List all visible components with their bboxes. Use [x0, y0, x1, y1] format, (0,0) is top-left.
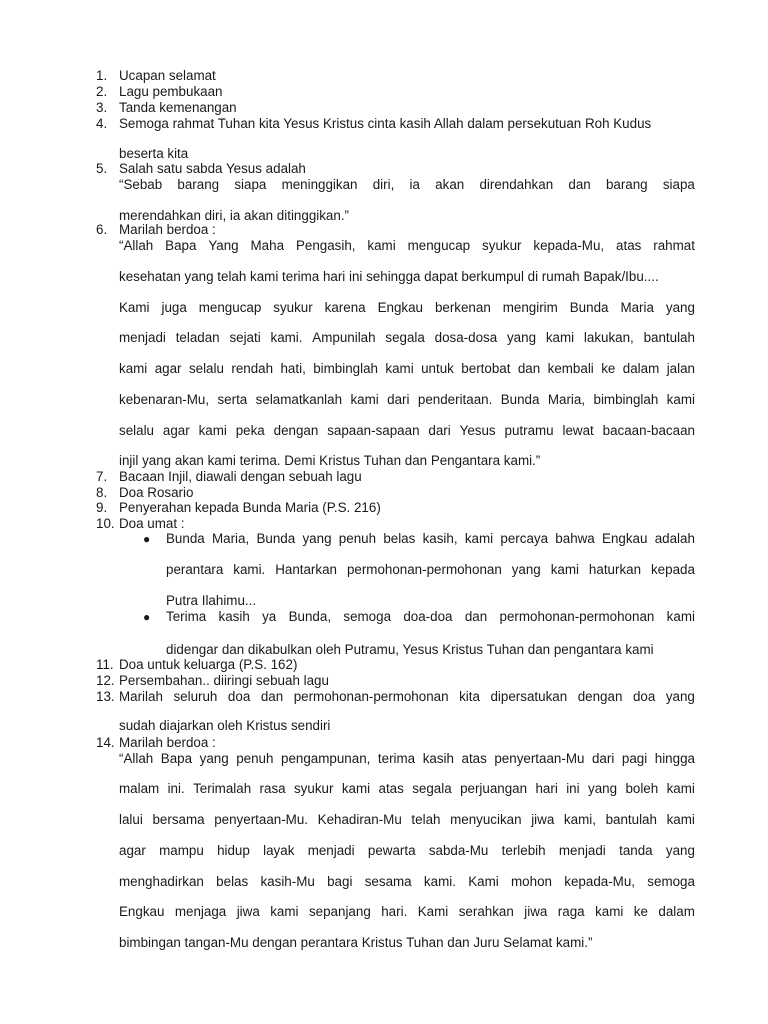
word: pewarta — [367, 843, 416, 858]
word: meninggikan — [281, 177, 358, 192]
word: selamatkanlah — [255, 392, 343, 407]
word: dipersatukan — [490, 689, 568, 704]
word: Yesus — [459, 423, 496, 438]
word: penyertaan-Mu — [494, 751, 585, 766]
word: bantulah — [643, 330, 695, 345]
word: hidup — [217, 843, 250, 858]
word: atas — [461, 751, 487, 766]
word: hari — [535, 781, 558, 796]
prayer-line — [119, 361, 695, 377]
prayer-line: bimbingan tangan-Mu dengan perantara Kristus Tuhan dan Juru Selamat kami.” — [119, 935, 593, 950]
word: Terimalah — [193, 781, 252, 796]
word: yang — [199, 751, 229, 766]
word: juga — [161, 300, 187, 315]
word: jalan — [666, 361, 695, 376]
word: sesama — [364, 874, 412, 889]
word: boleh — [625, 781, 659, 796]
list-item-text: Doa Rosario — [119, 485, 194, 500]
word: dengan — [273, 423, 319, 438]
word: dengan — [577, 689, 623, 704]
word: ke — [601, 361, 616, 376]
word: kami — [341, 781, 371, 796]
word: kami — [198, 423, 227, 438]
word: Kehadiran-Mu — [317, 812, 402, 827]
word: dan — [568, 177, 591, 192]
word: menghadirkan — [119, 874, 204, 889]
word: peka — [235, 423, 265, 438]
prayer-line — [119, 781, 695, 797]
word: kami — [270, 904, 299, 919]
bullet-icon: ● — [143, 532, 151, 546]
prayer-line — [119, 874, 695, 890]
word: yang — [665, 689, 695, 704]
word: segala — [412, 781, 452, 796]
word: Hantarkan — [275, 562, 337, 577]
list-number: 10. — [96, 516, 115, 531]
word: “Sebab — [119, 177, 163, 192]
word: kita — [459, 689, 480, 704]
quote-line — [119, 177, 695, 193]
word: rasa — [259, 781, 286, 796]
word: Maria — [620, 300, 654, 315]
word: kami — [545, 330, 575, 345]
word: semoga — [647, 874, 695, 889]
list-item-text: Tanda kemenangan — [119, 100, 237, 115]
word: bantulah — [605, 812, 657, 827]
word: kami, — [563, 812, 596, 827]
word: Engkau — [377, 300, 423, 315]
word: ya — [262, 609, 277, 624]
word: yang — [665, 300, 695, 315]
word: kembali — [547, 361, 594, 376]
prayer-line — [119, 300, 695, 316]
list-number: 7. — [96, 469, 108, 484]
word: permohonan-permohonan — [293, 689, 449, 704]
word: direndahkan — [479, 177, 554, 192]
list-number: 11. — [96, 657, 114, 672]
word: sejati — [229, 330, 261, 345]
list-item-text: Lagu pembukaan — [119, 84, 223, 99]
word: pagi — [621, 751, 648, 766]
word: kami — [595, 904, 624, 919]
word: Kami — [417, 904, 449, 919]
word: serta — [217, 392, 248, 407]
list-item-text: sudah diajarkan oleh Kristus sendiri — [119, 718, 331, 733]
list-item-text: Bacaan Injil, diawali dengan sebuah lagu — [119, 469, 362, 484]
word: “Allah — [119, 751, 154, 766]
word: yang — [511, 562, 541, 577]
word: telah — [411, 812, 441, 827]
word: Maria, — [547, 392, 586, 407]
word: kebenaran-Mu, — [119, 392, 210, 407]
word: Bunda — [256, 531, 296, 546]
list-number: 12. — [96, 673, 115, 688]
list-item-text: Doa untuk keluarga (P.S. 162) — [119, 657, 298, 672]
word: layak — [263, 843, 295, 858]
bullet-line — [166, 531, 695, 547]
word: diri, — [372, 177, 395, 192]
word: yang — [302, 531, 332, 546]
word: ini. — [167, 781, 185, 796]
word: Maha — [250, 238, 285, 253]
word: kami — [666, 781, 695, 796]
word: kepada-Mu, — [564, 874, 635, 889]
word: “Allah — [119, 238, 154, 253]
prayer-line — [119, 238, 695, 254]
word: selalu — [119, 423, 154, 438]
list-number: 2. — [96, 84, 108, 99]
word: kasih — [218, 609, 250, 624]
bullet-line: didengar dan dikabulkan oleh Putramu, Yesus Kristus Tuhan dan pengantara kami — [166, 642, 654, 657]
word: rahmat — [653, 238, 695, 253]
word: kami. — [423, 874, 456, 889]
word: Marilah — [119, 689, 163, 704]
word: dan — [517, 361, 541, 376]
prayer-line: kesehatan yang telah kami terima hari ini sehingga dapat berkumpul di rumah Bapak/Ibu.... — [119, 269, 659, 284]
word: Engkau — [119, 904, 165, 919]
bullet-line — [166, 562, 695, 578]
word: yang — [665, 843, 695, 858]
word: rendah — [231, 361, 274, 376]
word: menjadi — [307, 843, 355, 858]
prayer-line — [119, 904, 695, 920]
word: agar — [162, 423, 190, 438]
word: kami — [350, 392, 379, 407]
word: siapa — [234, 177, 267, 192]
word: bahwa — [555, 531, 595, 546]
word: lewat — [562, 423, 594, 438]
word: kami. — [270, 330, 303, 345]
word: bertobat — [461, 361, 511, 376]
word: sapaan-sapaan — [327, 423, 420, 438]
word: untuk — [421, 361, 454, 376]
word: permohonan-permohonan — [499, 609, 655, 624]
word: Kami — [468, 874, 499, 889]
word: jiwa — [524, 904, 548, 919]
word: Bunda — [166, 531, 205, 546]
word: Kami — [119, 300, 150, 315]
prayer-line — [119, 330, 695, 346]
word: jiwa — [236, 904, 260, 919]
word: atas — [616, 238, 642, 253]
prayer-line — [119, 392, 695, 408]
word: syukur — [293, 781, 334, 796]
word: dari — [591, 751, 615, 766]
word: Maria, — [212, 531, 250, 546]
list-item-text: Marilah berdoa : — [119, 735, 216, 750]
word: doa-doa — [403, 609, 453, 624]
bullet-line: Putra Ilahimu... — [166, 593, 257, 608]
prayer-line — [119, 423, 695, 439]
word: menjaga — [174, 904, 227, 919]
word: berkenan — [434, 300, 491, 315]
word: belas — [216, 874, 249, 889]
word: selalu — [188, 361, 224, 376]
word: bagi — [327, 874, 353, 889]
word: Yang — [208, 238, 239, 253]
list-item-text: Ucapan selamat — [119, 68, 216, 83]
word: dan — [260, 689, 284, 704]
word: barang — [605, 177, 648, 192]
word: haturkan — [588, 562, 642, 577]
word: kami — [464, 531, 494, 546]
word: serahkan — [458, 904, 514, 919]
list-number: 3. — [96, 100, 108, 115]
word: dalam — [658, 904, 695, 919]
word: putramu — [504, 423, 554, 438]
word: mengirim — [502, 300, 558, 315]
word: teladan — [175, 330, 220, 345]
word: kasih, — [422, 531, 458, 546]
list-item-text — [119, 689, 695, 705]
bullet-line — [166, 609, 695, 625]
word: dosa-dosa — [434, 330, 498, 345]
word: atas — [378, 781, 404, 796]
list-number: 5. — [96, 161, 108, 176]
word: syukur — [273, 300, 313, 315]
list-item-text: Persembahan.. diiringi sebuah lagu — [119, 673, 329, 688]
word: menjadi — [558, 843, 606, 858]
word: ini — [566, 781, 580, 796]
list-number: 6. — [96, 222, 108, 237]
word: penyertaan-Mu. — [214, 812, 309, 827]
word: tanda — [619, 843, 653, 858]
word: Engkau — [602, 531, 648, 546]
word: menjadi — [119, 330, 166, 345]
word: terlebih — [501, 843, 546, 858]
word: bimbinglah — [593, 392, 659, 407]
word: raga — [557, 904, 585, 919]
word: penderitaan. — [417, 392, 493, 407]
word: sepanjang — [308, 904, 371, 919]
word: kami — [666, 812, 695, 827]
word: hati, — [280, 361, 306, 376]
word: Bunda — [500, 392, 540, 407]
word: mampu — [159, 843, 204, 858]
word: hingga — [654, 751, 695, 766]
word: bersama — [152, 812, 205, 827]
prayer-line: injil yang akan kami terima. Demi Kristus Tuhan dan Pengantara kami.” — [119, 453, 541, 468]
word: kami — [367, 238, 396, 253]
word: yang — [588, 781, 618, 796]
list-number: 13. — [96, 689, 115, 704]
word: malam — [119, 781, 160, 796]
list-item-text: beserta kita — [119, 146, 189, 161]
list-item-text: Doa umat : — [119, 516, 185, 531]
word: siapa — [662, 177, 695, 192]
word: mengucap — [198, 300, 262, 315]
word: dalam — [622, 361, 660, 376]
word: hari. — [381, 904, 408, 919]
word: kepada — [650, 562, 695, 577]
word: sabda-Mu — [428, 843, 489, 858]
word: segala — [385, 330, 425, 345]
word: perjuangan — [460, 781, 528, 796]
word: kami — [119, 361, 148, 376]
word: kasih-Mu — [260, 874, 315, 889]
bullet-icon: ● — [143, 610, 151, 624]
word: ia — [409, 177, 420, 192]
word: jiwa — [531, 812, 555, 827]
list-number: 9. — [96, 500, 108, 515]
word: semoga — [343, 609, 392, 624]
word: doa — [632, 689, 656, 704]
word: akan — [435, 177, 465, 192]
word: ke — [633, 904, 648, 919]
word: terima — [377, 751, 416, 766]
word: Terima — [166, 609, 207, 624]
word: Bunda — [569, 300, 609, 315]
quote-line: merendahkan diri, ia akan ditinggikan.” — [119, 208, 350, 223]
word: kami — [550, 562, 579, 577]
word: bacaan-bacaan — [602, 423, 695, 438]
word: kami — [666, 392, 695, 407]
word: barang — [177, 177, 220, 192]
word: dari — [428, 423, 451, 438]
list-number: 8. — [96, 485, 108, 500]
word: Bunda, — [288, 609, 332, 624]
word: pengampunan, — [281, 751, 371, 766]
word: belas — [383, 531, 416, 546]
word: percaya — [500, 531, 549, 546]
prayer-line — [119, 751, 695, 767]
word: Pengasih, — [295, 238, 356, 253]
list-number: 4. — [96, 116, 108, 131]
list-number: 14. — [96, 735, 115, 750]
prayer-line — [119, 843, 695, 859]
word: kasih — [422, 751, 454, 766]
word: adalah — [654, 531, 695, 546]
word: dari — [387, 392, 410, 407]
word: karena — [324, 300, 366, 315]
word: permohonan-permohonan — [346, 562, 502, 577]
word: Bapa — [160, 751, 193, 766]
prayer-line — [119, 812, 695, 828]
word: Bapa — [165, 238, 197, 253]
list-item-text: Salah satu sabda Yesus adalah — [119, 161, 306, 176]
word: yang — [506, 330, 537, 345]
word: seluruh — [173, 689, 218, 704]
list-item-text: Semoga rahmat Tuhan kita Yesus Kristus cinta kasih Allah dalam persekutuan Roh Kudus — [119, 116, 652, 131]
word: menyucikan — [450, 812, 522, 827]
word: perantara — [166, 562, 224, 577]
list-item-text: Marilah berdoa : — [119, 222, 216, 237]
word: agar — [154, 361, 182, 376]
word: doa — [227, 689, 251, 704]
list-number: 1. — [96, 68, 108, 83]
word: mengucap — [407, 238, 471, 253]
list-item-text: Penyerahan kepada Bunda Maria (P.S. 216) — [119, 500, 381, 515]
word: kami — [385, 361, 414, 376]
word: lalui — [119, 812, 143, 827]
word: penuh — [338, 531, 377, 546]
word: penuh — [236, 751, 274, 766]
word: Ampunilah — [312, 330, 376, 345]
word: dan — [464, 609, 488, 624]
word: kami — [666, 609, 695, 624]
word: agar — [119, 843, 146, 858]
word: kepada-Mu, — [533, 238, 605, 253]
word: syukur — [482, 238, 522, 253]
word: kami. — [233, 562, 266, 577]
word: lakukan, — [583, 330, 634, 345]
word: bimbinglah — [313, 361, 378, 376]
word: mohon — [511, 874, 552, 889]
